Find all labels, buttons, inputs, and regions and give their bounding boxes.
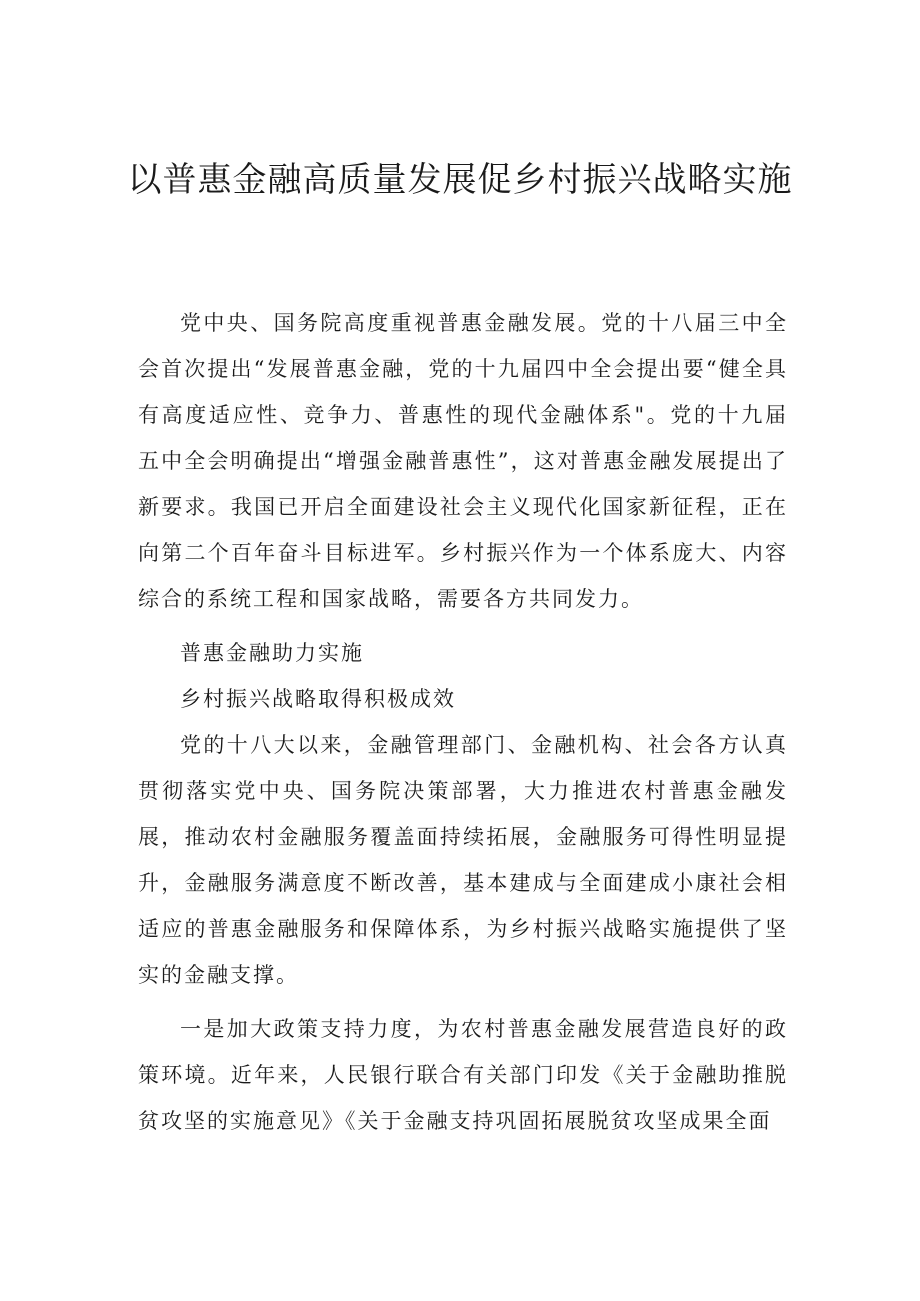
document-title: 以普惠金融高质量发展促乡村振兴战略实施 <box>127 160 793 200</box>
paragraph-achievements: 党的十八大以来，金融管理部门、金融机构、社会各方认真贯彻落实党中央、国务院决策部署，大力推进农村普惠金融发展，推动农村金融服务覆盖面持续拓展，金融服务可得性明显提升，金融服务满意度不断改善，基本建成与全面建成小康社会相适应的普惠金融服务和保障体系，为乡村振兴战略实施提供了坚实的金融支撑。 <box>138 733 788 987</box>
paragraph-policy-support: 一是加大政策支持力度，为农村普惠金融发展营造良好的政策环境。近年来，人民银行联合有关部门印发《关于金融助推脱贫攻坚的实施意见》《关于金融支持巩固拓展脱贫攻坚成果全面 <box>138 1017 788 1133</box>
section-heading-1: 普惠金融助力实施 <box>180 641 364 665</box>
section-heading-2: 乡村振兴战略取得积极成效 <box>180 687 456 711</box>
document-body <box>138 300 788 1144</box>
paragraph-intro: 党中央、国务院高度重视普惠金融发展。党的十八届三中全会首次提出“发展普惠金融，党的十九届四中全会提出要“健全具有高度适应性、竞争力、普惠性的现代金融体系"。党的十九届五中全会明确提出“增强金融普惠性”，这对普惠金融发展提出了新要求。我国已开启全面建设社会主义现代化国家新征程，正在向第二个百年奋斗目标进军。乡村振兴作为一个体系庞大、内容综合的系统工程和国家战略，需要各方共同发力。 <box>138 311 788 611</box>
